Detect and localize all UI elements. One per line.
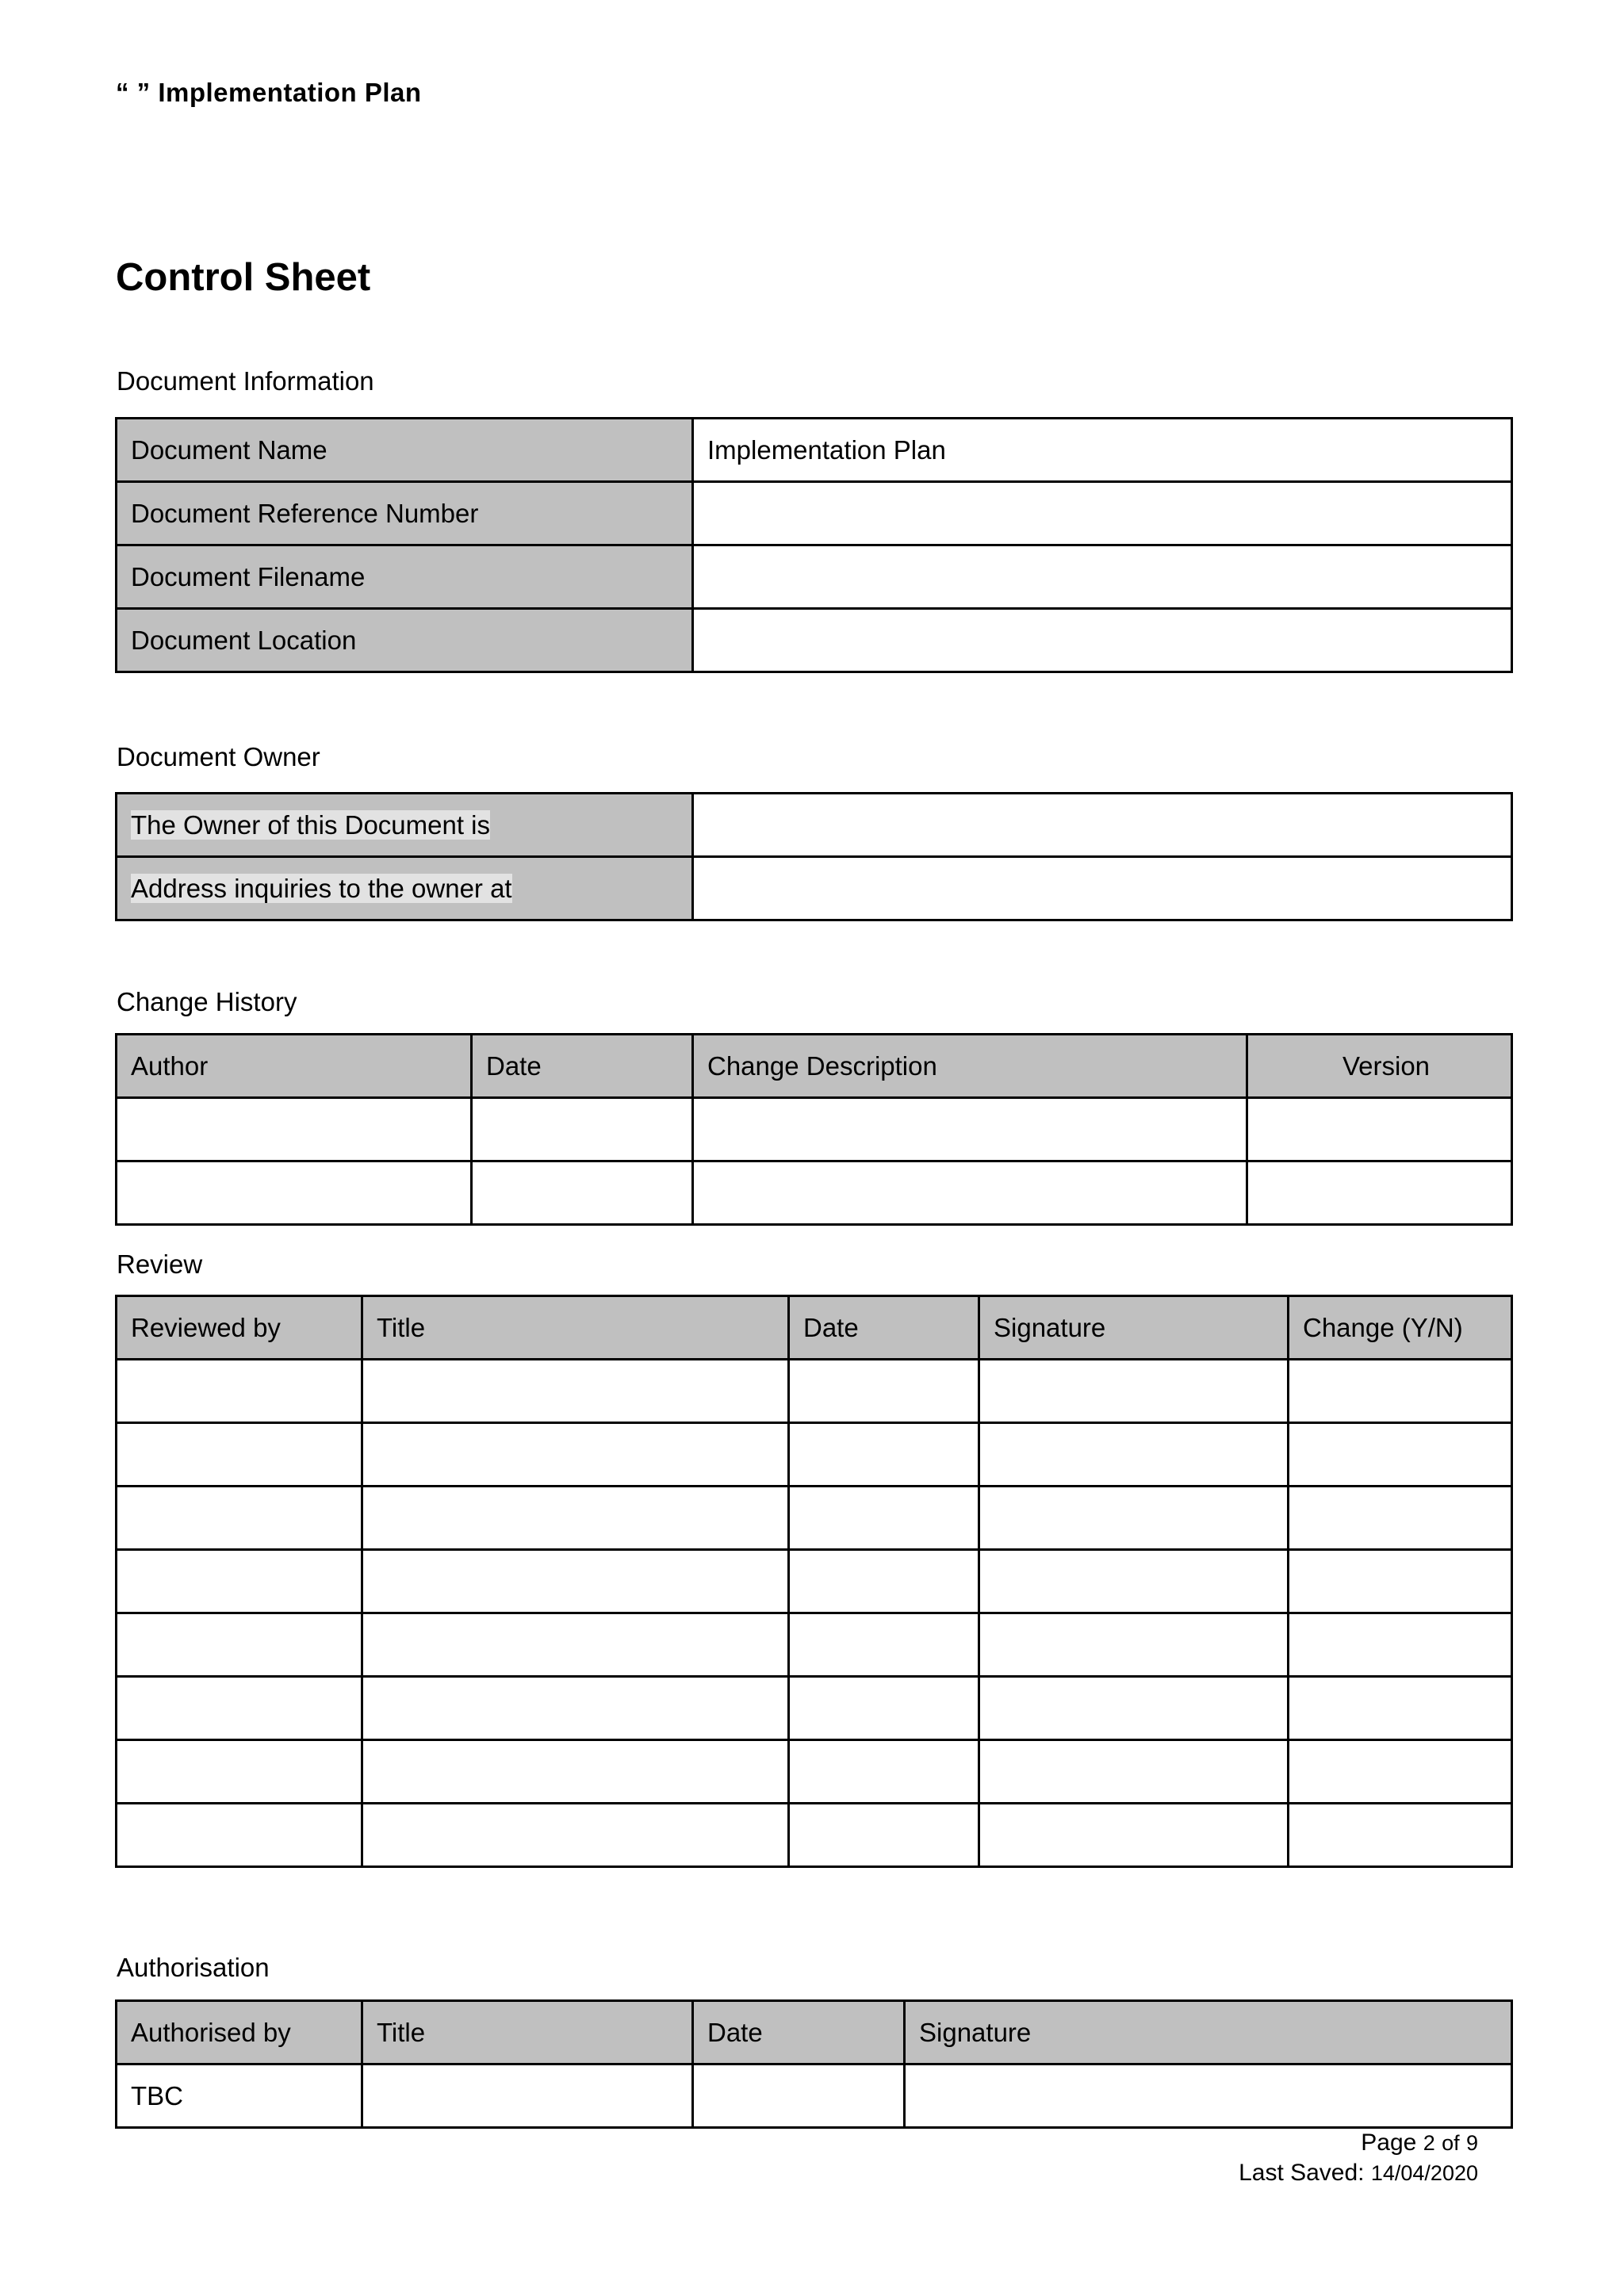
table-cell[interactable]: [789, 1360, 979, 1423]
table-row: [117, 482, 1512, 545]
table-row: [117, 1740, 1512, 1804]
table-row: [117, 794, 1512, 857]
table-cell[interactable]: [979, 1360, 1289, 1423]
column-header-author: Author: [117, 1035, 472, 1098]
table-cell[interactable]: [979, 1423, 1289, 1487]
column-header-date: Date: [472, 1035, 693, 1098]
field-value[interactable]: Implementation Plan: [693, 419, 1512, 482]
last-saved-date: 14/04/2020: [1370, 2161, 1478, 2185]
column-header-signature: Signature: [979, 1296, 1289, 1360]
table-cell[interactable]: [979, 1550, 1289, 1613]
last-saved: [1239, 2160, 1478, 2187]
table-cell[interactable]: [789, 1740, 979, 1804]
column-header-authorised-by: Authorised by: [117, 2001, 362, 2064]
table-cell[interactable]: [979, 1677, 1289, 1740]
authorisation-table: [115, 1999, 1513, 2129]
table-cell[interactable]: [362, 1677, 789, 1740]
table-cell[interactable]: [789, 1487, 979, 1550]
table-row: [117, 1098, 1512, 1161]
page-label: Page: [1361, 2130, 1417, 2156]
field-value[interactable]: [693, 545, 1512, 609]
table-row: [117, 857, 1512, 920]
table-row: [117, 2064, 1512, 2128]
table-cell[interactable]: [693, 2064, 905, 2128]
table-cell[interactable]: [1247, 1161, 1512, 1225]
table-header-row: [117, 2001, 1512, 2064]
table-cell[interactable]: [979, 1487, 1289, 1550]
field-label: [117, 794, 693, 857]
table-cell[interactable]: [979, 1804, 1289, 1867]
column-header-version: Version: [1247, 1035, 1512, 1098]
column-header-change-description: Change Description: [693, 1035, 1247, 1098]
table-cell[interactable]: [117, 1161, 472, 1225]
field-label: Document Reference Number: [117, 482, 693, 545]
table-cell[interactable]: [472, 1161, 693, 1225]
address-label: Address inquiries to the owner at: [131, 873, 512, 903]
table-cell[interactable]: [1289, 1804, 1512, 1867]
table-cell[interactable]: [693, 1161, 1247, 1225]
page-number: [1361, 2130, 1478, 2156]
field-value[interactable]: [693, 794, 1512, 857]
table-row: [117, 1613, 1512, 1677]
field-label: Document Filename: [117, 545, 693, 609]
table-cell[interactable]: [362, 1804, 789, 1867]
table-cell[interactable]: [362, 1360, 789, 1423]
table-cell[interactable]: [789, 1804, 979, 1867]
table-cell[interactable]: [362, 1423, 789, 1487]
table-cell[interactable]: [1247, 1098, 1512, 1161]
table-cell[interactable]: [117, 1740, 362, 1804]
table-cell[interactable]: [117, 1487, 362, 1550]
table-cell[interactable]: [362, 2064, 693, 2128]
document-information-table: [115, 417, 1513, 673]
change-history-table: [115, 1033, 1513, 1226]
field-value[interactable]: [693, 609, 1512, 672]
last-saved-label: Last Saved:: [1239, 2160, 1365, 2186]
table-row: [117, 419, 1512, 482]
field-value[interactable]: [693, 857, 1512, 920]
table-cell[interactable]: [789, 1677, 979, 1740]
table-row: [117, 1677, 1512, 1740]
table-row: [117, 1804, 1512, 1867]
field-label: Document Name: [117, 419, 693, 482]
column-header-date: Date: [693, 2001, 905, 2064]
table-cell[interactable]: [1289, 1613, 1512, 1677]
table-cell[interactable]: [472, 1098, 693, 1161]
table-cell[interactable]: [1289, 1423, 1512, 1487]
column-header-date: Date: [789, 1296, 979, 1360]
section-label-document-information: Document Information: [117, 366, 374, 396]
page-total: 9: [1465, 2131, 1478, 2155]
table-cell[interactable]: [117, 1360, 362, 1423]
table-row: [117, 545, 1512, 609]
table-cell[interactable]: [117, 1677, 362, 1740]
column-header-title: Title: [362, 1296, 789, 1360]
table-row: [117, 1423, 1512, 1487]
section-label-review: Review: [117, 1249, 203, 1279]
table-cell[interactable]: [979, 1613, 1289, 1677]
table-row: [117, 609, 1512, 672]
table-cell[interactable]: [1289, 1487, 1512, 1550]
section-label-change-history: Change History: [117, 987, 297, 1016]
table-row: [117, 1550, 1512, 1613]
table-cell[interactable]: [1289, 1360, 1512, 1423]
table-row: [117, 1161, 1512, 1225]
table-cell[interactable]: [117, 1613, 362, 1677]
column-header-title: Title: [362, 2001, 693, 2064]
table-cell[interactable]: [362, 1487, 789, 1550]
table-cell[interactable]: [1289, 1550, 1512, 1613]
owner-label: The Owner of this Document is: [131, 809, 491, 840]
table-header-row: [117, 1035, 1512, 1098]
document-header-title: “ ” Implementation Plan: [116, 78, 422, 107]
field-value[interactable]: [693, 482, 1512, 545]
field-label: Document Location: [117, 609, 693, 672]
page-title: Control Sheet: [116, 256, 371, 299]
section-label-authorisation: Authorisation: [117, 1953, 270, 1982]
table-cell[interactable]: [693, 1098, 1247, 1161]
table-cell[interactable]: [117, 1098, 472, 1161]
column-header-signature: Signature: [905, 2001, 1512, 2064]
column-header-reviewed-by: Reviewed by: [117, 1296, 362, 1360]
page-current: 2: [1423, 2131, 1435, 2155]
table-cell[interactable]: [117, 1423, 362, 1487]
table-header-row: [117, 1296, 1512, 1360]
column-header-change-yn: Change (Y/N): [1289, 1296, 1512, 1360]
table-cell[interactable]: [789, 1423, 979, 1487]
table-cell[interactable]: [117, 1550, 362, 1613]
table-cell[interactable]: [789, 1550, 979, 1613]
table-cell[interactable]: TBC: [117, 2064, 362, 2128]
table-cell[interactable]: [789, 1613, 979, 1677]
table-cell[interactable]: [362, 1740, 789, 1804]
table-cell[interactable]: [905, 2064, 1512, 2128]
table-cell[interactable]: [979, 1740, 1289, 1804]
field-label: [117, 857, 693, 920]
table-cell[interactable]: [1289, 1740, 1512, 1804]
table-cell[interactable]: [362, 1550, 789, 1613]
table-cell[interactable]: [117, 1804, 362, 1867]
section-label-document-owner: Document Owner: [117, 742, 320, 771]
table-cell[interactable]: [1289, 1677, 1512, 1740]
review-table: [115, 1295, 1513, 1868]
document-owner-table: [115, 792, 1513, 921]
table-row: [117, 1487, 1512, 1550]
page-of: of: [1442, 2131, 1460, 2155]
table-cell[interactable]: [362, 1613, 789, 1677]
table-row: [117, 1360, 1512, 1423]
